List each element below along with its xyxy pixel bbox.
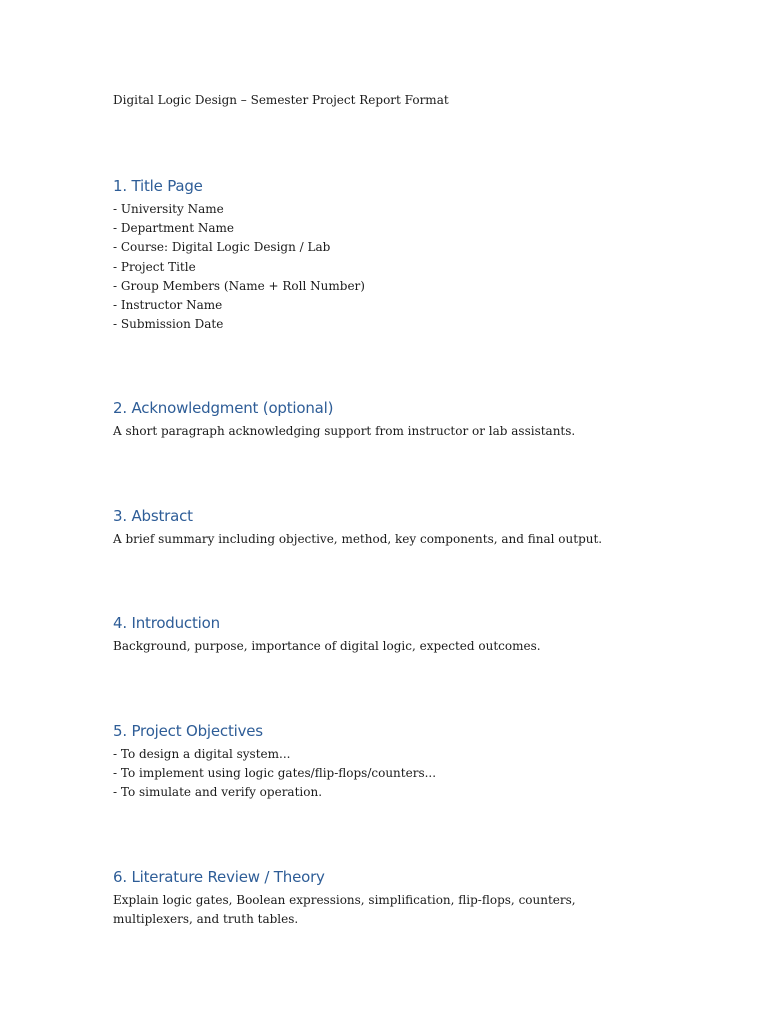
list-item: - Course: Digital Logic Design / Lab [113,240,331,255]
objectives-list [113,745,653,803]
section-paragraph: Explain logic gates, Boolean expressions, simplification, flip-flops, counters, multiplexers, and truth tables. [113,893,576,927]
document-page [113,0,653,1024]
section-paragraph: Background, purpose, importance of digital logic, expected outcomes. [113,639,541,653]
list-item: - University Name [113,202,224,216]
section-heading: 5. Project Objectives [113,722,263,740]
document-title: Digital Logic Design – Semester Project Report Format [113,93,449,107]
section-heading: 1. Title Page [113,177,203,195]
section-title-page [113,176,653,334]
list-item: - Project Title [113,259,196,274]
list-item: - Group Members (Name + Roll Number) [113,278,365,293]
section-abstract [113,506,653,549]
section-heading: 3. Abstract [113,507,193,525]
list-item: - Department Name [113,221,234,236]
section-project-objectives [113,721,653,803]
section-paragraph: A brief summary including objective, method, key components, and final output. [113,532,603,546]
title-page-list [113,200,653,334]
section-introduction [113,613,653,656]
section-heading: 6. Literature Review / Theory [113,868,325,886]
list-item: - To implement using logic gates/flip-flops/counters... [113,766,437,781]
section-heading: 4. Introduction [113,614,220,632]
section-heading: 2. Acknowledgment (optional) [113,399,334,417]
section-paragraph: A short paragraph acknowledging support from instructor or lab assistants. [113,424,576,438]
list-item: - To design a digital system... [113,747,291,761]
section-literature-review [113,867,653,929]
list-item: - To simulate and verify operation. [113,785,323,800]
section-acknowledgment [113,398,653,441]
list-item: - Submission Date [113,317,224,332]
list-item: - Instructor Name [113,298,223,313]
